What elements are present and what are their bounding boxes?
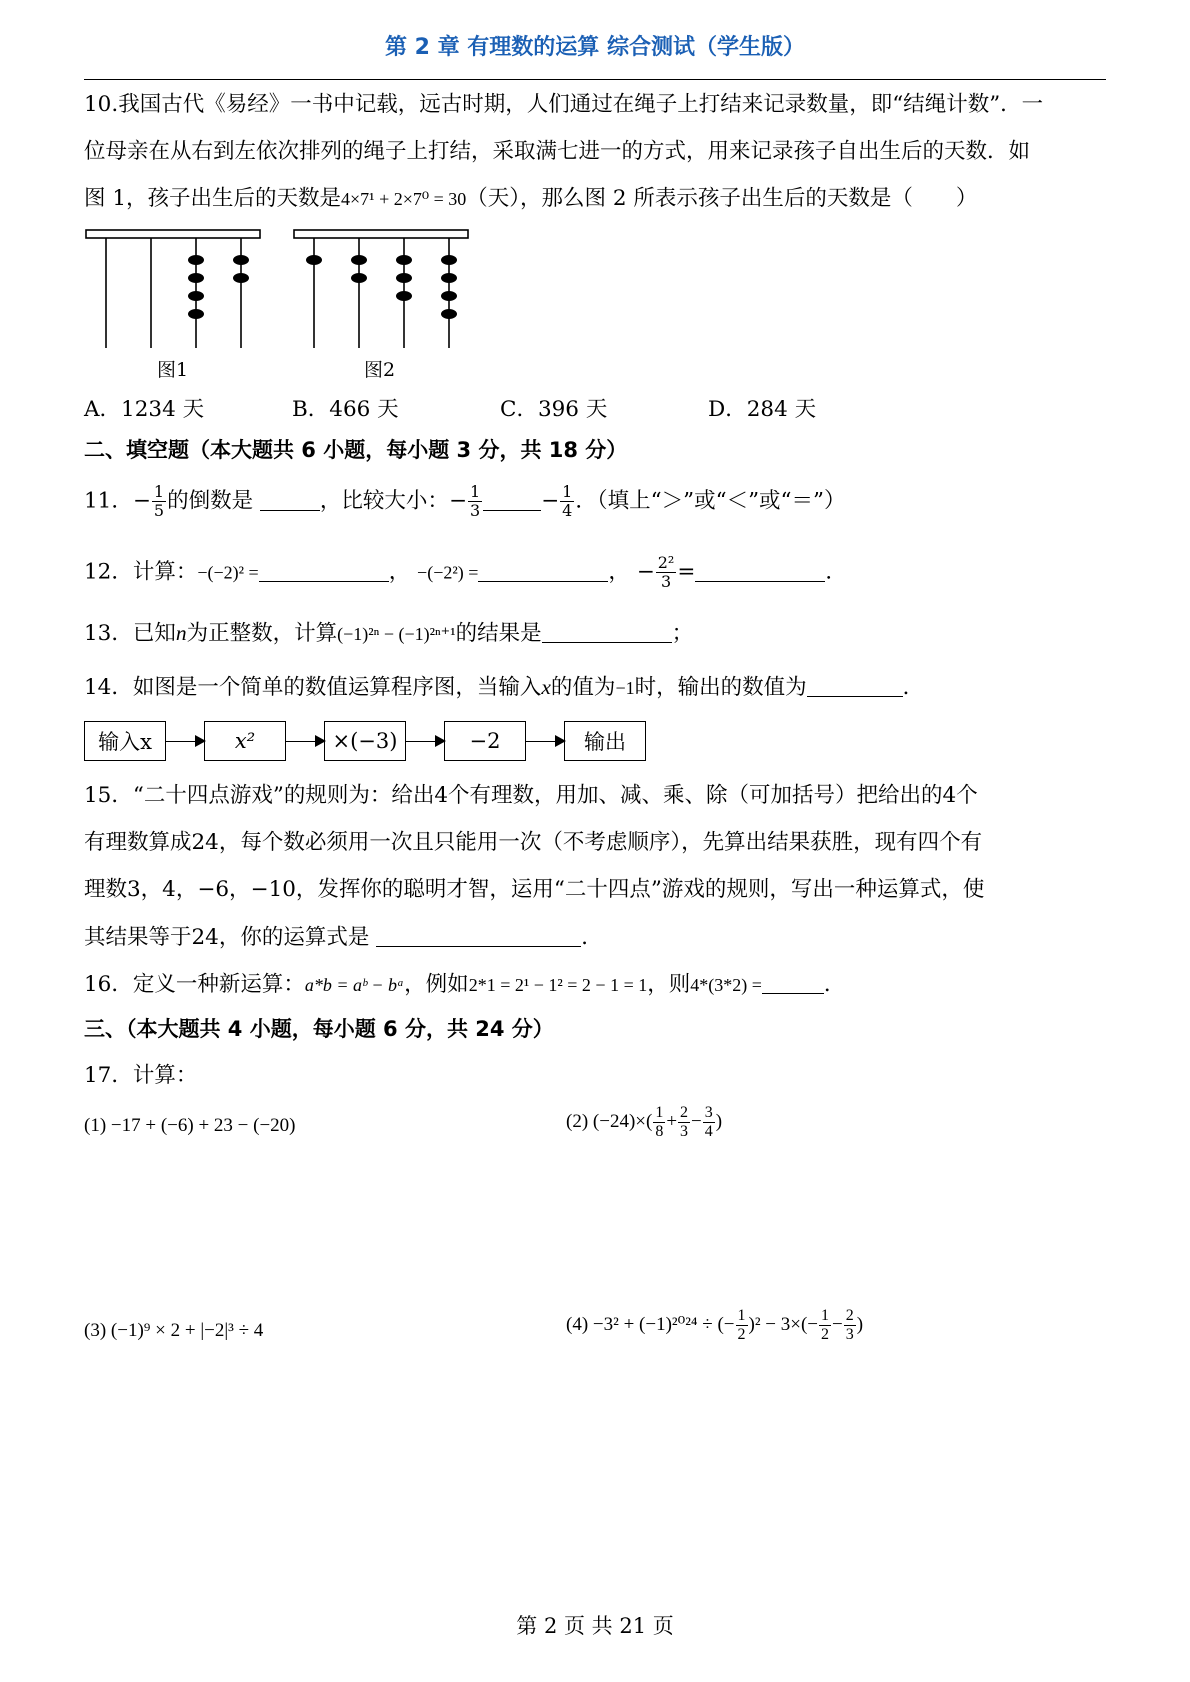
fig2-label: 图2 [364,359,396,381]
q11-answer-blank-2[interactable] [483,488,541,511]
q10-option-a[interactable]: A．1234 天 [84,397,205,422]
flow-box-square: x² [204,721,286,761]
flow-arrow-4 [526,741,564,742]
q10-line-2: 位母亲在从右到左依次排列的绳子上打结，采取满七进一的方式，用来记录孩子自出生后的天数．如 [84,139,1031,164]
flow-box-input: 输入x [84,721,166,761]
q17-part-3: (3) (−1)⁹ × 2 + |−2|³ ÷ 4 [84,1320,264,1341]
q15-line-4: 其结果等于24，你的运算式是 ． [84,925,603,950]
q17-title: 17．计算： [84,1063,198,1088]
flow-box-output: 输出 [564,721,646,761]
q15-line-3: 理数3，4，−6，−10，发挥你的聪明才智，运用“二十四点”游戏的规则，写出一种运算式，使 [84,877,985,902]
knot-figures [84,226,484,351]
section-2-title: 二、填空题（本大题共 6 小题，每小题 3 分，共 18 分） [84,438,628,462]
q11-fraction-1-4: $\frac{1}{4}$ [562,482,573,520]
q12-answer-blank-2[interactable] [478,559,608,582]
q10-line-1: 10.我国古代《易经》一书中记载，远古时期，人们通过在绳子上打结来记录数量，即“结绳计数”．一 [84,92,1044,117]
q15-line-1: 15．“二十四点游戏”的规则为：给出4个有理数，用加、减、乘、除（可加括号）把给出的4个 [84,783,978,808]
q11-answer-blank-1[interactable] [260,488,320,511]
q14-answer-blank[interactable] [807,674,903,697]
q11-fraction-1-3: $\frac{1}{3}$ [469,482,481,520]
q15-answer-blank[interactable] [376,924,581,947]
q15-line-2: 有理数算成24，每个数必须用一次且只能用一次（不考虑顺序），先算出结果获胜，现有四个有 [84,830,983,855]
flow-arrow-3 [406,741,444,742]
q13-answer-blank[interactable] [542,620,672,643]
q16-answer-blank[interactable] [762,971,824,994]
page-title: 第 2 章 有理数的运算 综合测试（学生版） [385,35,805,60]
section-3-title: 三、（本大题共 4 小题，每小题 6 分，共 24 分） [84,1017,554,1041]
fig1-label: 图1 [157,359,189,381]
q10-option-c[interactable]: C．396 天 [500,397,608,422]
q12-fraction: $\frac{\text{2²}}{3}$ [657,553,675,591]
q12: 12．计算：−(−2)² = ， −(−2²) = ， − $\frac{\text{2²}}{3}$ = ． [84,553,847,591]
q13: 13．已知n为正整数，计算(−1)²ⁿ − (−1)²ⁿ⁺¹的结果是 ； [84,621,694,646]
q10-option-b[interactable]: B．466 天 [292,397,399,422]
flow-arrow-1 [166,741,204,742]
q10-option-d[interactable]: D．284 天 [708,397,817,422]
flow-box-multiply: ×(−3) [324,721,406,761]
q10-line-3: 图 1，孩子出生后的天数是4×7¹ + 2×7⁰ = 30（天），那么图 2 所表示孩子出生后的天数是（ ） [84,186,978,211]
q12-answer-blank-3[interactable] [695,559,825,582]
page-number: 第 2 页 共 21 页 [516,1614,674,1638]
q17-part-1: (1) −17 + (−6) + 23 − (−20) [84,1115,296,1136]
q17-part-2: (2) (−24)×( $\frac{1}{8}$ + $\frac{2}{3}$ − $\frac{3}{4}$ ) [566,1104,723,1140]
knot-figure-1 [86,230,260,348]
q11-fraction-1-5: $\frac{1}{5}$ [153,482,165,520]
q11: 11．− $\frac{1}{5}$ 的倒数是 ，比较大小：− $\frac{1}{3}$ − $\frac{1}{4}$ ．（填上“＞”或“＜”或“＝”） [84,482,846,520]
knot-figure-2 [294,230,468,348]
header-divider [84,79,1106,80]
q10-formula: 4×7¹ + 2×7⁰ = 30 [341,189,467,209]
flow-arrow-2 [286,741,324,742]
q17-part-4: (4) −3² + (−1)²⁰²⁴ ÷ (− $\frac{1}{2}$ )² − 3×(− $\frac{1}{2}$ − $\frac{2}{3}$ ) [566,1307,864,1343]
q14: 14．如图是一个简单的数值运算程序图，当输入x的值为−1时，输出的数值为 ． [84,675,925,700]
q16: 16．定义一种新运算：a*b = aᵇ − bᵃ，例如2*1 = 2¹ − 1² = 2 − 1 = 1，则4*(3*2) = ． [84,972,846,997]
q12-answer-blank-1[interactable] [259,559,389,582]
flow-box-subtract: −2 [444,721,526,761]
